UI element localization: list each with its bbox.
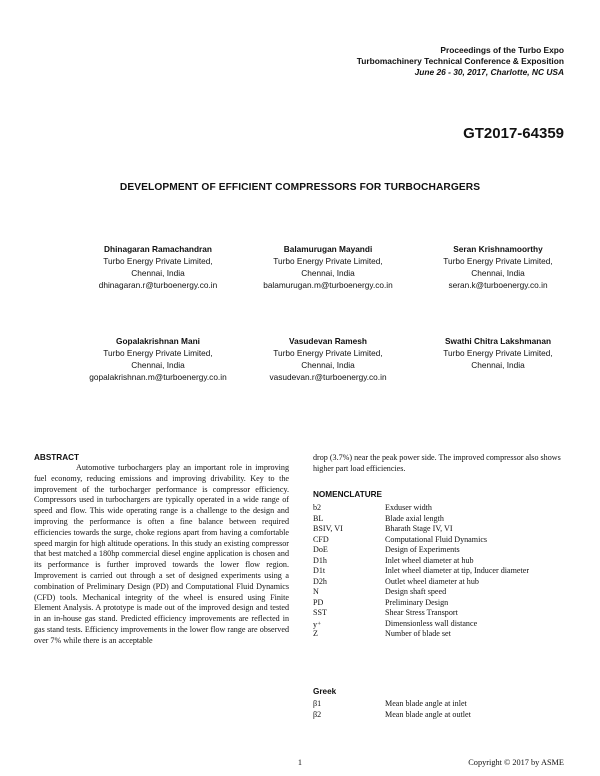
- nom-definition: Bharath Stage IV, VI: [385, 524, 453, 533]
- abstract-continuation: drop (3.7%) near the peak power side. The improved compressor also shows higher part load efficiencies.: [313, 453, 561, 473]
- paper-title: DEVELOPMENT OF EFFICIENT COMPRESSORS FOR TURBOCHARGERS: [119, 182, 481, 193]
- abstract-section: [34, 453, 289, 647]
- nom-definition: Mean blade angle at outlet: [385, 709, 471, 719]
- abstract-heading: ABSTRACT: [34, 453, 80, 462]
- conference-info: [264, 45, 564, 78]
- nom-definition: Inlet wheel diameter at tip, Inducer diameter: [385, 566, 530, 575]
- author-name: Balamurugan Mayandi: [283, 244, 373, 254]
- nom-symbol: DoE: [313, 545, 328, 554]
- nomenclature-heading: NOMENCLATURE: [313, 490, 382, 499]
- author-location: Chennai, India: [301, 360, 355, 370]
- author-affiliation: Turbo Energy Private Limited,: [273, 348, 383, 358]
- nom-symbol: SST: [313, 608, 327, 617]
- author-location: Chennai, India: [131, 360, 185, 370]
- nom-symbol: N: [313, 587, 319, 596]
- nom-definition: Mean blade angle at inlet: [385, 699, 467, 708]
- author-email: dhinagaran.r@turboenergy.co.in: [98, 280, 218, 290]
- page-number: 1: [297, 758, 303, 767]
- author-affiliation: Turbo Energy Private Limited,: [273, 256, 383, 266]
- nom-definition: Inlet wheel diameter at hub: [385, 555, 474, 565]
- author-name: Gopalakrishnan Mani: [116, 336, 200, 346]
- nomenclature-item: [313, 598, 573, 609]
- nomenclature-item: [313, 524, 573, 535]
- conference-line-1: Proceedings of the Turbo Expo: [440, 45, 564, 55]
- copyright: Copyright © 2017 by ASME: [468, 758, 564, 767]
- nomenclature-item: [313, 535, 573, 546]
- nomenclature-item: [313, 629, 573, 640]
- author-name: Swathi Chitra Lakshmanan: [444, 336, 552, 346]
- author-email: vasudevan.r@turboenergy.co.in: [269, 372, 387, 382]
- nomenclature-item: [313, 566, 573, 577]
- nomenclature-item: [313, 699, 573, 710]
- nom-definition: Preliminary Design: [385, 597, 449, 607]
- nomenclature-item: [313, 556, 573, 567]
- nom-symbol: β1: [313, 699, 322, 708]
- nom-symbol: D1h: [313, 555, 327, 565]
- nomenclature-item: [313, 545, 573, 556]
- author-name: Dhinagaran Ramachandran: [104, 244, 212, 254]
- nom-definition: Computational Fluid Dynamics: [385, 534, 488, 544]
- author-location: Chennai, India: [471, 268, 525, 278]
- author-name: Vasudevan Ramesh: [289, 336, 367, 346]
- author-email: seran.k@turboenergy.co.in: [448, 280, 548, 290]
- author-name: Seran Krishnamoorthy: [453, 244, 543, 254]
- nom-definition: Number of blade set: [385, 629, 451, 638]
- author-affiliation: Turbo Energy Private Limited,: [443, 348, 553, 358]
- nom-symbol: Z: [313, 629, 318, 638]
- abstract-continuation-block: [313, 453, 568, 475]
- greek-heading: Greek: [313, 687, 337, 696]
- author-email: balamurugan.m@turboenergy.co.in: [263, 280, 393, 290]
- nomenclature-item: [313, 577, 573, 588]
- nomenclature-item: [313, 710, 573, 721]
- nom-definition: Exduser width: [385, 503, 432, 512]
- nomenclature-item: [313, 608, 573, 619]
- nomenclature-item: [313, 514, 573, 525]
- nomenclature-item: [313, 503, 573, 514]
- nomenclature-item: [313, 587, 573, 598]
- nom-symbol: β2: [313, 709, 322, 719]
- abstract-text: Automotive turbochargers play an important role in improving fuel economy, reducing emissions and improving drivability. Key to the improvement of the turbocharger performance is compressor efficiency. Compressors used in turbochargers are typically operated in a wide range of speed and flow. This wide operating range is a challenge to the design and improving the performance is often a fine balance between required efficiencies towards the surge, choke regions apart from having a comfortable speed margin for high altitude operations. In this study an existing compressor that best matched a 180hp commercial diesel engine application is chosen and its performance is further improved towards the lower flow region. Improvement is carried out through a set of designed experiments using a combination of Preliminary Design (PD) and Computational Fluid Dynamics (CFD) tools. Mechanical integrity of the wheel is ensured using Finite Element Analysis. A prototype is made out of the improved design and tested in an in-house gas stand. Predicted efficiency improvements are reflected in gas stand tests. Efficiency improvements in the lower flow range are observed over 7% while there is an acceptable: [34, 463, 289, 645]
- nom-definition: Outlet wheel diameter at hub: [385, 576, 479, 586]
- author-location: Chennai, India: [131, 268, 185, 278]
- greek-list: [313, 699, 573, 720]
- nom-symbol: D2h: [313, 576, 327, 586]
- nom-definition: Blade axial length: [385, 513, 444, 523]
- paper-id: GT2017-64359: [463, 125, 564, 142]
- author-block: [398, 335, 598, 371]
- author-affiliation: Turbo Energy Private Limited,: [103, 256, 213, 266]
- nom-definition: Dimensionless wall distance: [385, 618, 478, 628]
- conference-line-2: Turbomachinery Technical Conference & Exposition: [356, 56, 564, 66]
- nom-symbol: D1t: [313, 566, 326, 575]
- author-location: Chennai, India: [301, 268, 355, 278]
- author-email: gopalakrishnan.m@turboenergy.co.in: [89, 372, 227, 382]
- nom-symbol: BL: [313, 513, 324, 523]
- nom-symbol: BSIV, VI: [313, 524, 343, 533]
- nom-definition: Design shaft speed: [385, 587, 447, 596]
- nomenclature-item: [313, 619, 573, 630]
- nom-definition: Design of Experiments: [385, 545, 460, 554]
- author-block: [398, 243, 598, 291]
- nom-definition: Shear Stress Transport: [385, 608, 458, 617]
- conference-line-3: June 26 - 30, 2017, Charlotte, NC USA: [414, 67, 564, 77]
- nom-symbol: b2: [313, 503, 322, 512]
- nom-symbol: y⁺: [313, 619, 322, 629]
- nom-symbol: CFD: [313, 534, 329, 544]
- author-affiliation: Turbo Energy Private Limited,: [103, 348, 213, 358]
- nom-symbol: PD: [313, 597, 324, 607]
- author-affiliation: Turbo Energy Private Limited,: [443, 256, 553, 266]
- author-location: Chennai, India: [471, 360, 525, 370]
- nomenclature-list: [313, 503, 573, 640]
